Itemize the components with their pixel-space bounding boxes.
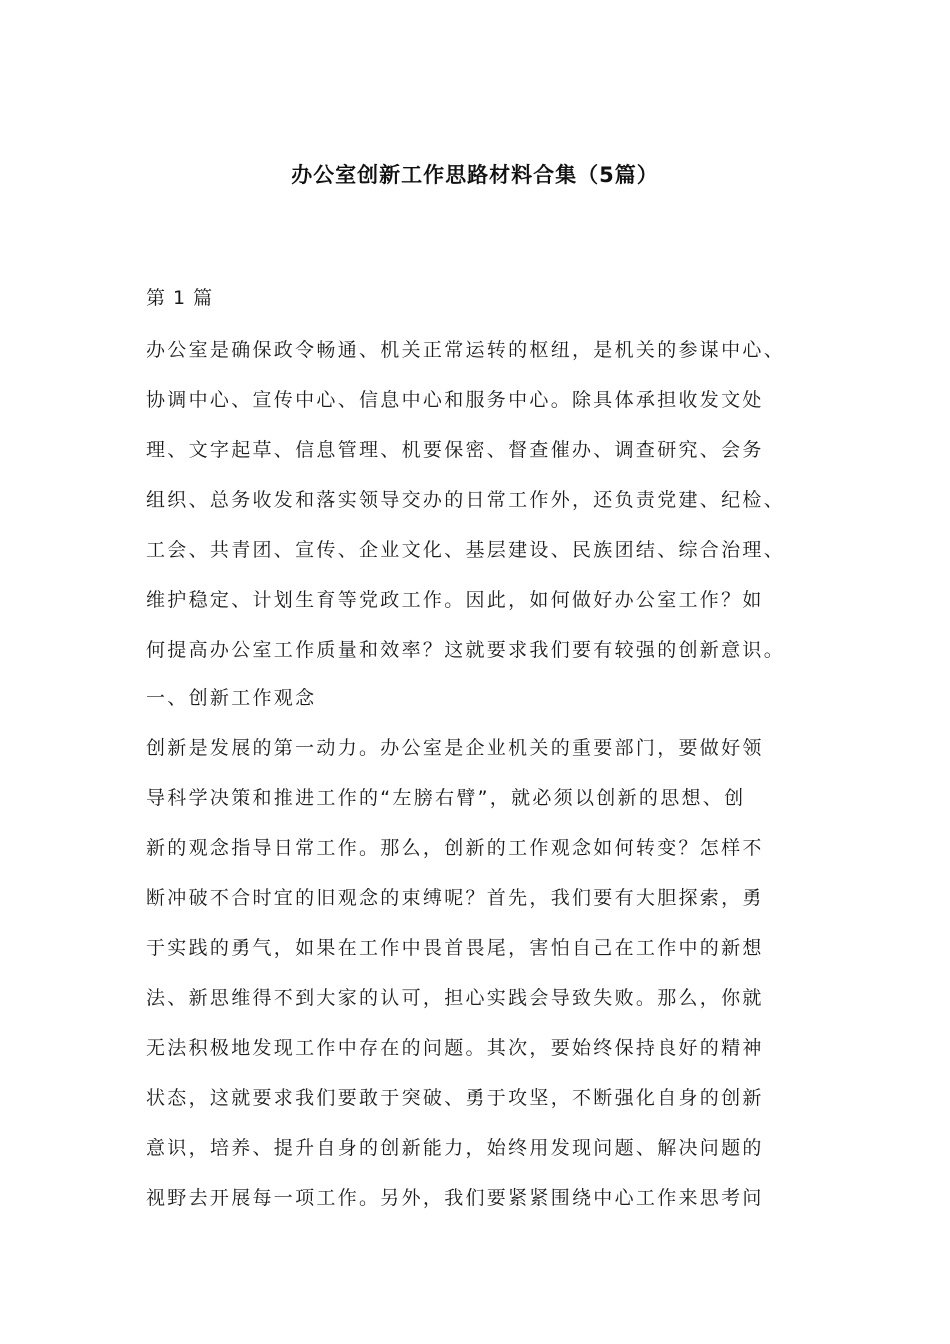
section-label: 第 1 篇: [146, 287, 214, 309]
paragraph-line: 导科学决策和推进工作的“左膀右臂”，就必须以创新的思想、创: [146, 787, 746, 809]
paragraph-line: 于实践的勇气，如果在工作中畏首畏尾，害怕自己在工作中的新想: [146, 937, 764, 959]
section-heading: 一、创新工作观念: [146, 687, 317, 709]
paragraph-line: 状态，这就要求我们要敢于突破、勇于攻坚，不断强化自身的创新: [146, 1087, 764, 1109]
paragraph-line: 新的观念指导日常工作。那么，创新的工作观念如何转变？怎样不: [146, 837, 764, 859]
paragraph-line: 无法积极地发现工作中存在的问题。其次，要始终保持良好的精神: [146, 1037, 764, 1059]
document-title: 办公室创新工作思路材料合集（5篇）: [291, 163, 659, 187]
paragraph-line: 何提高办公室工作质量和效率？这就要求我们要有较强的创新意识。: [146, 639, 786, 661]
paragraph-line: 协调中心、宣传中心、信息中心和服务中心。除具体承担收发文处: [146, 389, 764, 411]
paragraph-line: 理、文字起草、信息管理、机要保密、督查催办、调查研究、会务: [146, 439, 764, 461]
paragraph-line: 工会、共青团、宣传、企业文化、基层建设、民族团结、综合治理、: [146, 539, 786, 561]
paragraph-line: 维护稳定、计划生育等党政工作。因此，如何做好办公室工作？如: [146, 589, 764, 611]
paragraph-line: 办公室是确保政令畅通、机关正常运转的枢纽，是机关的参谋中心、: [146, 339, 786, 361]
paragraph-line: 法、新思维得不到大家的认可，担心实践会导致失败。那么，你就: [146, 987, 764, 1009]
paragraph-line: 创新是发展的第一动力。办公室是企业机关的重要部门，要做好领: [146, 737, 764, 759]
paragraph-line: 组织、总务收发和落实领导交办的日常工作外，还负责党建、纪检、: [146, 489, 786, 511]
paragraph-line: 断冲破不合时宜的旧观念的束缚呢？首先，我们要有大胆探索，勇: [146, 887, 764, 909]
paragraph-line: 视野去开展每一项工作。另外，我们要紧紧围绕中心工作来思考问: [146, 1187, 764, 1209]
paragraph-line: 意识，培养、提升自身的创新能力，始终用发现问题、解决问题的: [146, 1137, 764, 1159]
